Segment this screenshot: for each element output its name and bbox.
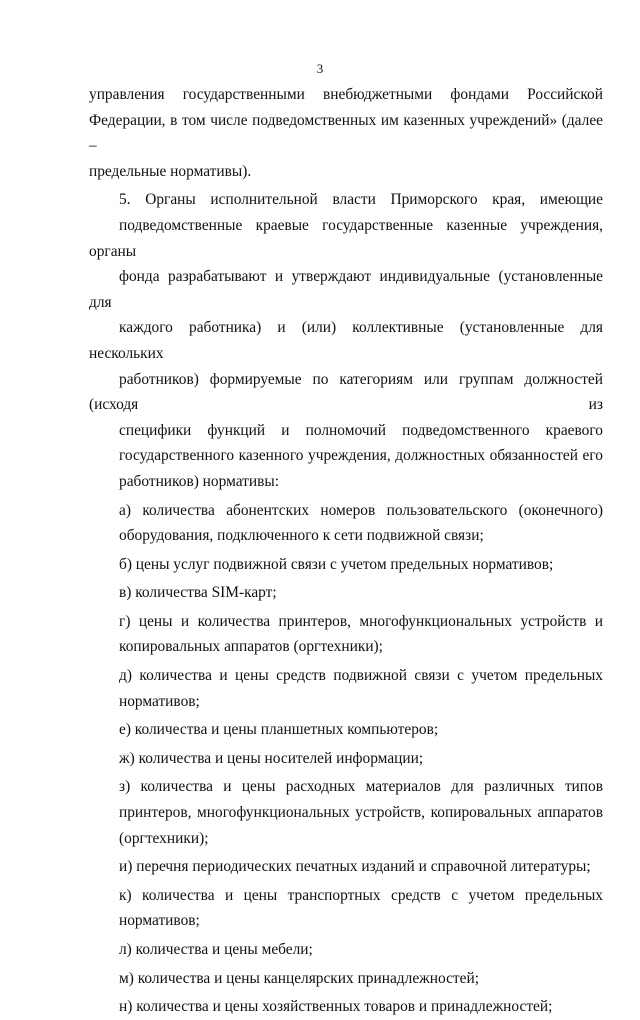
paragraph [89,774,603,851]
paragraph [89,966,603,992]
text-line: а) количества абонентских номеров пользовательского (оконечного) [119,501,603,519]
text-line: каждого работника) и (или) коллективные (установленные для нескольких [89,319,603,362]
document-body [89,82,603,1020]
text-line: м) количества и цены канцелярских принадлежностей; [119,969,479,987]
paragraph [89,498,603,549]
text-line: к) количества и цены транспортных средств с учетом предельных [119,886,603,904]
text-line: нормативов; [119,692,200,710]
text-line: з) количества и цены расходных материалов для различных типов [119,778,603,796]
text-line: н) количества и цены хозяйственных товаров и принадлежностей; [119,998,553,1016]
text-line: (оргтехники); [119,829,209,847]
text-line: подведомственные краевые государственные казенные учреждения, органы [89,216,603,260]
text-line: оборудования, подключенного к сети подвижной связи; [119,527,484,545]
text-line: г) цены и количества принтеров, многофункциональных устройств и [119,612,603,630]
paragraph [89,717,603,743]
text-line: государственного казенного учреждения, должностных обязанностей его [119,447,603,465]
text-line: д) количества и цены средств подвижной связи с учетом предельных [119,667,603,685]
text-line: б) цены услуг подвижной связи с учетом предельных нормативов; [119,555,554,573]
text-line: принтеров, многофункциональных устройств, копировальных аппаратов [119,804,603,822]
text-line: работников) нормативы: [119,472,279,490]
paragraph [89,552,603,578]
text-line: 5. Органы исполнительной власти Приморского края, имеющие [119,191,603,209]
text-line: е) количества и цены планшетных компьютеров; [119,721,439,739]
paragraph [89,994,603,1020]
text-line: копировальных аппаратов (оргтехники); [119,638,383,656]
text-line: специфики функций и полномочий подведомственного краевого [119,421,603,439]
text-line: л) количества и цены мебели; [119,941,313,958]
text-line: нормативов; [119,912,200,930]
paragraph [89,187,603,494]
paragraph [89,663,603,714]
paragraph [89,854,603,880]
text-line: в) количества SIM-карт; [119,584,277,602]
paragraph [89,883,603,934]
text-line: работников) формируемые по категориям или группам должностей (исходя из [89,370,603,414]
text-line: фонда разрабатывают и утверждают индивидуальные (установленные для [89,268,603,311]
paragraph [89,937,603,963]
paragraph [89,746,603,772]
paragraph [89,609,603,660]
text-line: предельные нормативы). [89,162,252,180]
text-line: и) перечня периодических печатных изданий и справочной литературы; [119,858,591,876]
text-line: ж) количества и цены носителей информации; [119,749,424,767]
text-line: Федерации, в том числе подведомственных им казенных учреждений» (далее – [89,111,603,155]
paragraph [89,82,603,184]
page-number: 3 [316,61,324,76]
text-line: управления государственными внебюджетными фондами Российской [89,86,603,103]
paragraph [89,580,603,606]
